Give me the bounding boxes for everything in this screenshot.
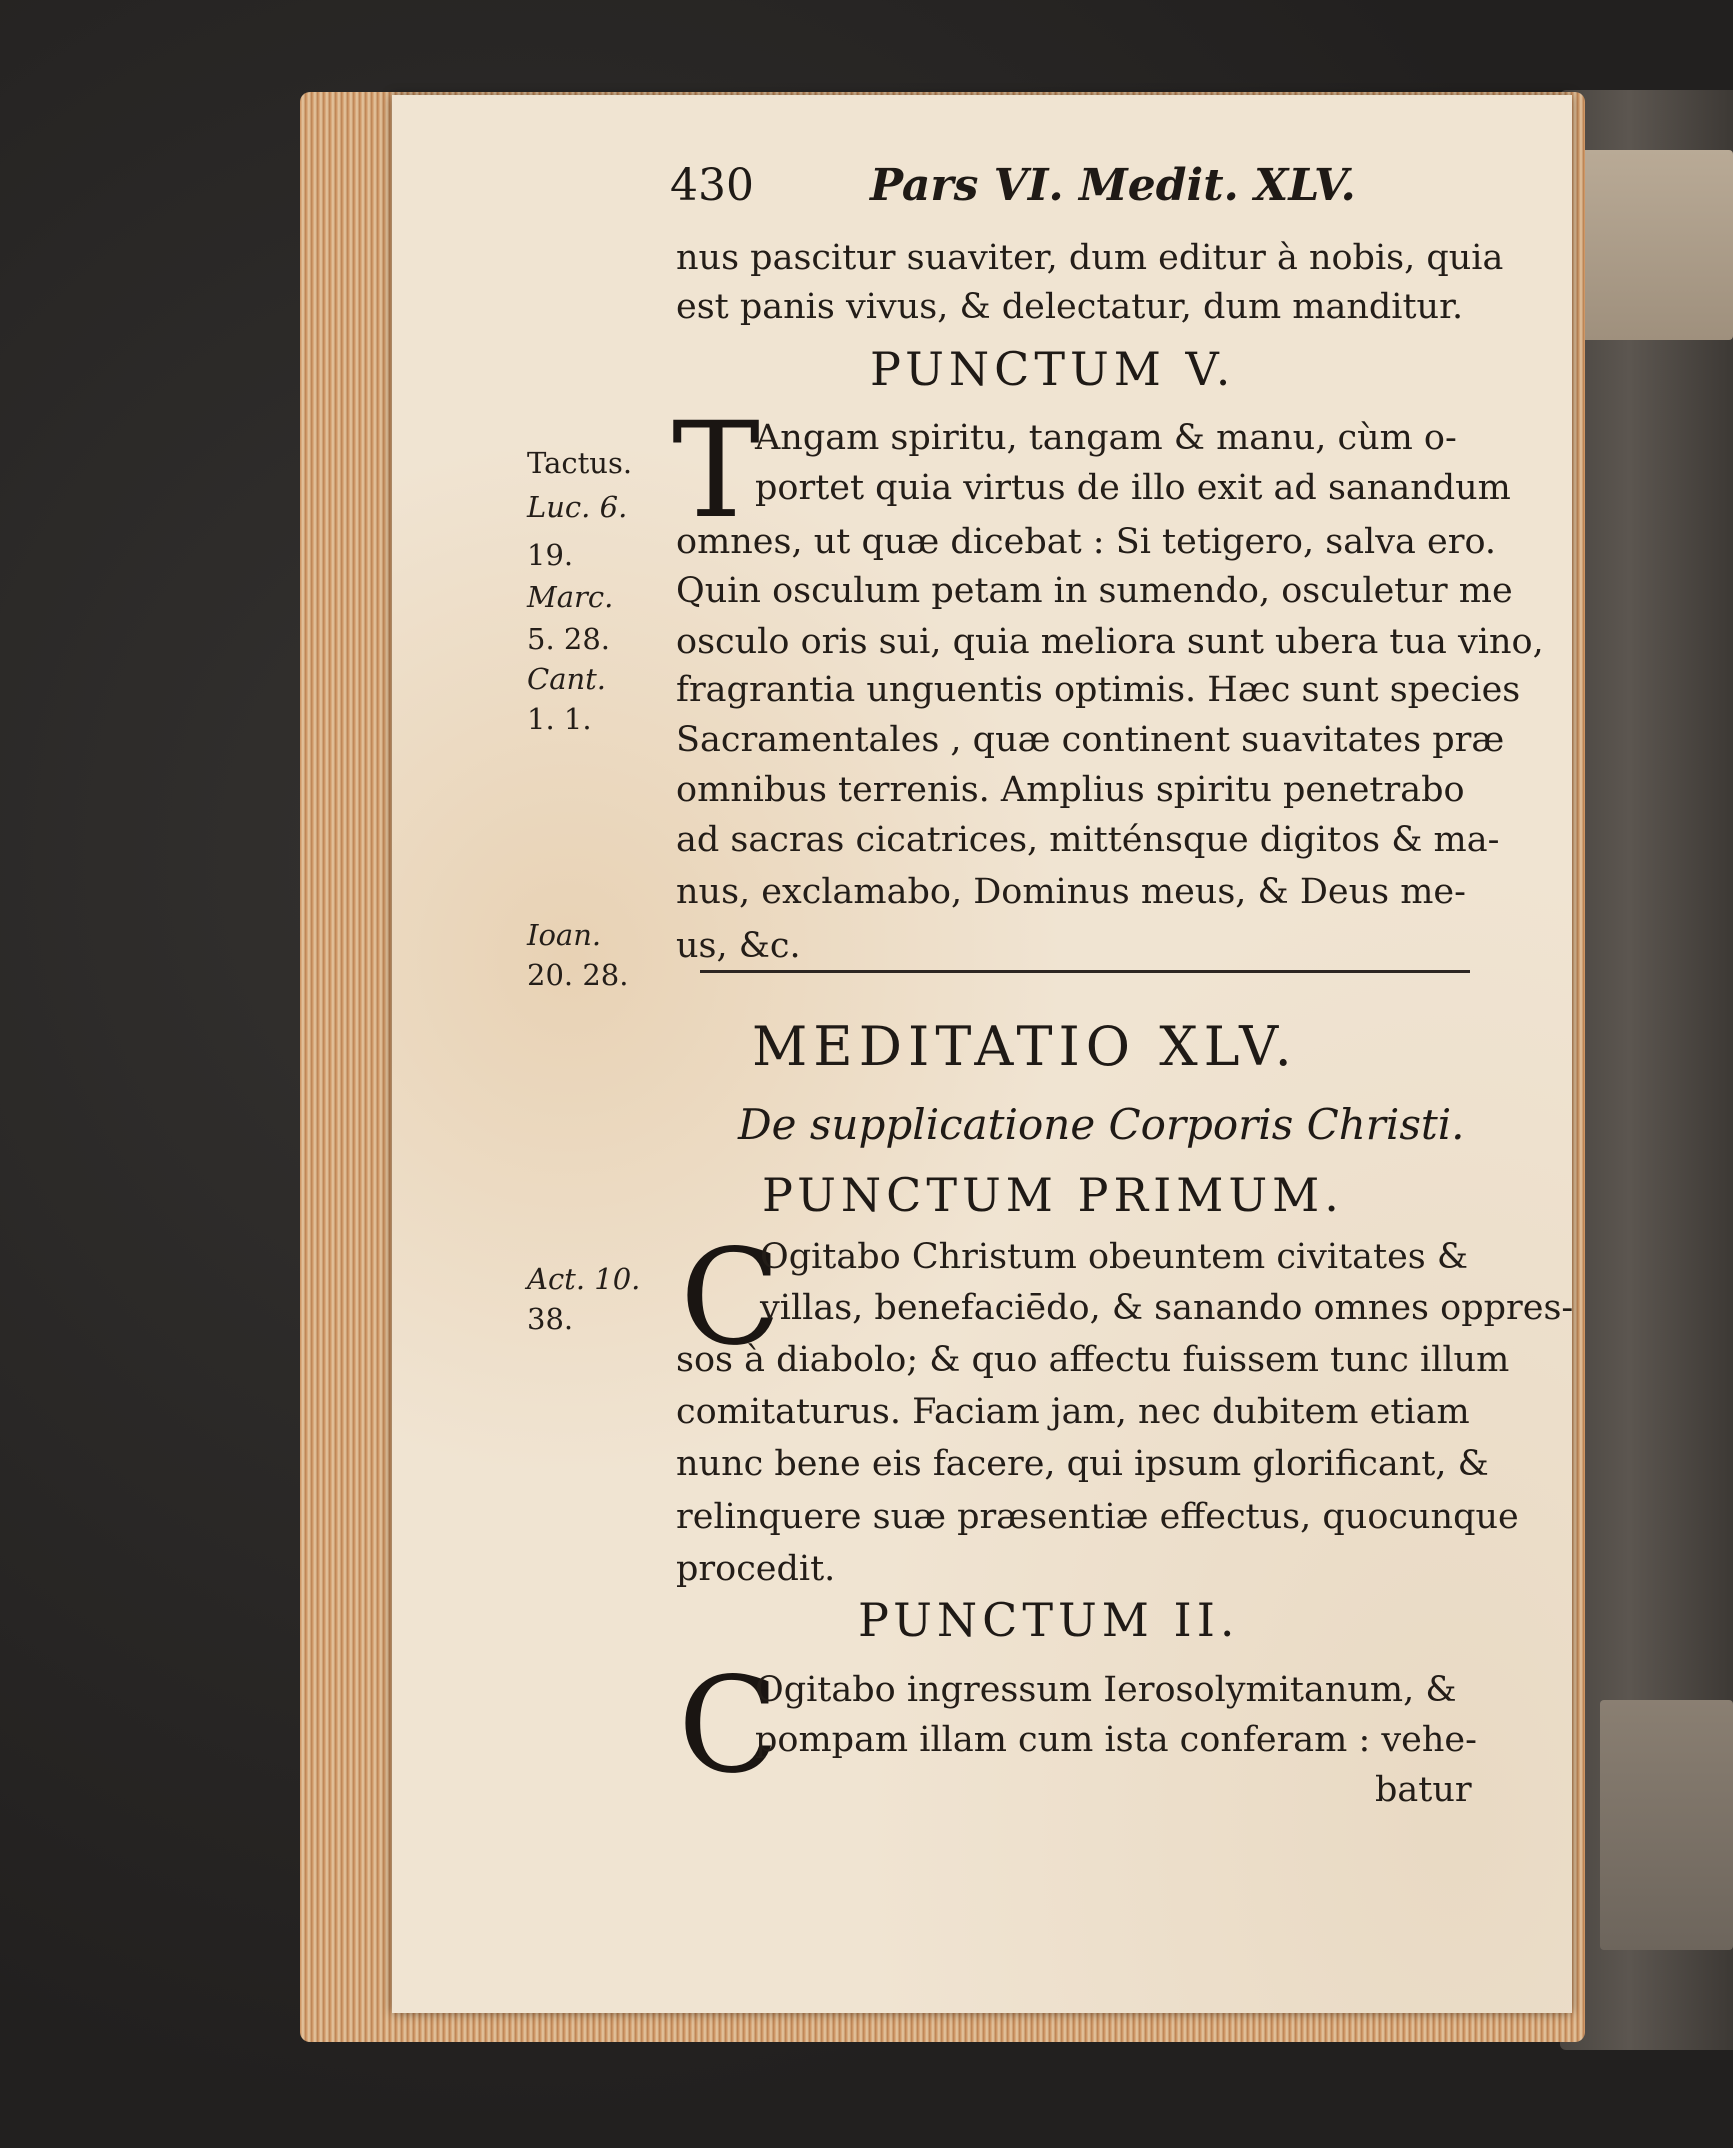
text-line: Quin osculum petam in sumendo, osculetur me [676,571,1513,611]
margin-note: 38. [527,1302,574,1336]
text-line: est panis vivus, & delectatur, dum manditur. [676,287,1464,327]
text-line: procedit. [676,1549,836,1589]
text-line: Ogitabo Christum obeuntem civitates & [760,1237,1469,1277]
drop-cap: C [678,1649,779,1803]
drop-cap: C [680,1221,781,1375]
margin-note: 1. 1. [527,702,592,736]
margin-note: Tactus. [527,446,633,480]
margin-note: 5. 28. [527,622,611,656]
text-line: nus, exclamabo, Dominus meus, & Deus me- [676,872,1466,912]
drop-cap: T [672,394,761,548]
text-line: nus pascitur suaviter, dum editur à nobis, quia [676,238,1504,278]
text-line: fragrantia unguentis optimis. Hæc sunt species [676,670,1521,710]
catchword: batur [1375,1770,1472,1810]
text-line: comitaturus. Faciam jam, nec dubitem etiam [676,1392,1470,1432]
margin-note: 20. 28. [527,958,629,992]
section-heading: PUNCTUM II. [858,1593,1240,1647]
meditation-title: MEDITATIO XLV. [752,1015,1298,1078]
text-line: us, &c. [676,926,801,966]
text-line: ad sacras cicatrices, mitténsque digitos & ma- [676,820,1500,860]
running-head: Pars VI. Medit. XLV. [870,160,1356,211]
section-heading: PUNCTUM V. [870,342,1236,396]
cover-strap-lower [1600,1700,1733,1950]
text-line: sos à diabolo; & quo affectu fuissem tunc illum [676,1340,1510,1380]
margin-note: Luc. 6. [527,490,628,524]
text-line: Angam spiritu, tangam & manu, cùm o- [755,418,1457,458]
margin-note: Marc. [527,580,614,614]
text-line: villas, benefaciēdo, & sanando omnes oppres- [760,1288,1574,1328]
section-heading: PUNCTUM PRIMUM. [762,1168,1344,1222]
text-line: omnibus terrenis. Amplius spiritu penetrabo [676,770,1465,810]
text-line: Sacramentales , quæ continent suavitates præ [676,720,1505,760]
margin-note: Ioan. [527,918,602,952]
text-line: pompam illam cum ista conferam : vehe- [755,1720,1477,1760]
meditation-subtitle: De supplicatione Corporis Christi. [738,1100,1465,1149]
cover-strap [1575,150,1733,340]
text-line: relinquere suæ præsentiæ effectus, quocunque [676,1497,1519,1537]
margin-note: Cant. [527,662,607,696]
text-line: omnes, ut quæ dicebat : Si tetigero, salva ero. [676,522,1497,562]
text-line: nunc bene eis facere, qui ipsum glorificant, & [676,1444,1489,1484]
text-line: portet quia virtus de illo exit ad sanandum [755,468,1511,508]
margin-note: Act. 10. [527,1262,641,1296]
text-line: osculo oris sui, quia meliora sunt ubera tua vino, [676,622,1544,662]
page-number: 430 [670,160,754,211]
text-line: Ogitabo ingressum Ierosolymitanum, & [755,1670,1457,1710]
margin-note: 19. [527,538,574,572]
divider-rule [700,970,1470,973]
